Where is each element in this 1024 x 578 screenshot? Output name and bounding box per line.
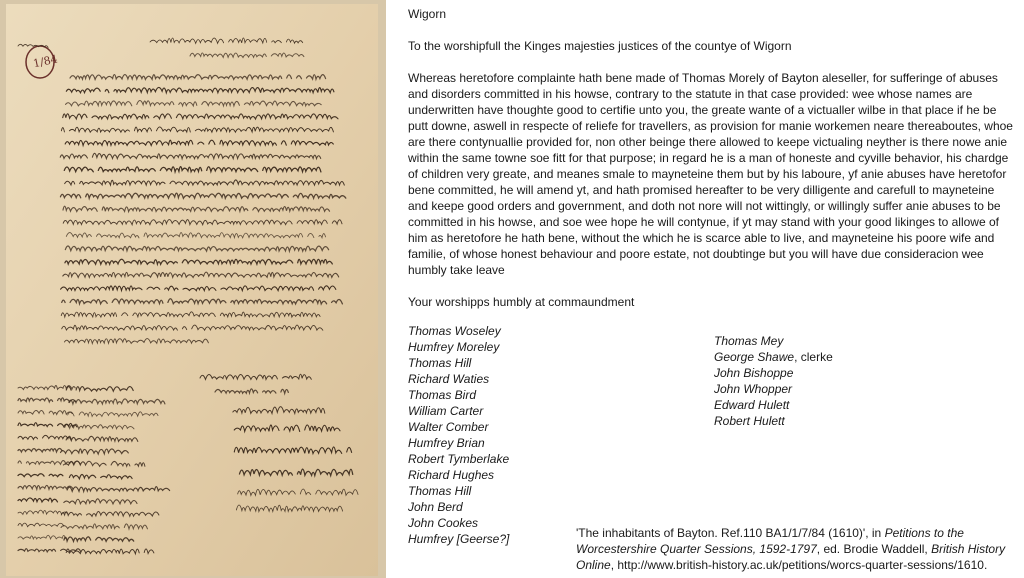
signatory-name: Humfrey [Geerse?] xyxy=(408,532,510,546)
citation-prefix: 'The inhabitants of Bayton. Ref.110 BA1/1/7/84 (1610)', in xyxy=(576,526,885,540)
signatory-name: Humfrey Brian xyxy=(408,436,485,450)
signatory-name: Richard Waties xyxy=(408,372,490,386)
signatory-name-text: Robert Hulett xyxy=(714,414,785,428)
transcription xyxy=(408,6,1014,310)
citation-suffix: , http://www.british-history.ac.uk/petitions/worcs-quarter-sessions/1610. xyxy=(610,558,988,572)
manuscript-image xyxy=(0,0,386,578)
petition-body: Whereas heretofore complainte hath bene made of Thomas Morely of Bayton aleseller, for sufferinge of abuses and disorders committed in his howse, contrary to the statute in that case provided: wee whose names are underwritten have thoughte good to certifie unto you, the greate wante of a victualler wilbe in that place if he be putt downe, aswell in respecte of reliefe for travellers, as provision for manie workemen neare thereaboutes, whoe are there contynuallie provided for, non other beinge there allowed to keepe victualing neyther is there nowe anie within the same towne soe fitt for that purpose; in regard he is a man of honeste and cyville behavior, his chardge of children very greate, and meanes smale to mayneteine them but by his laboure, yf anie abuses have heretofor bene committed, he will amend yt, and hath promised hereafter to be very dilligente and carefull to mayneteine and keepe good orders and government, and doth not nore will not wittingly, or willingly suffer anie abuses to be committed in his howse, and soe wee hope he will contynue, if yt may stand with your good likinges to allowe of him as heretofore he hath bene, without the which he is scarce able to live, and mayneteine his poore wife and familie, of whose honest behaviour and poore estate, not doubtinge but you will have due consideracion wee humbly take leave xyxy=(408,71,1013,277)
signatory-name: Robert Tymberlake xyxy=(408,452,510,466)
closing-line: Your worshipps humbly at commaundment xyxy=(408,295,635,309)
signatory-name xyxy=(714,397,833,413)
address-line: To the worshipfull the Kinges majesties justices of the countye of Wigorn xyxy=(408,39,792,53)
signatory-name-text: Edward Hulett xyxy=(714,398,790,412)
citation-middle: , ed. Brodie Waddell, xyxy=(816,542,932,556)
signatures-left xyxy=(408,323,509,547)
signatory-name: William Carter xyxy=(408,404,484,418)
signatory-name: John Berd xyxy=(408,500,463,514)
citation-book: Petitions to the Worcestershire Quarter Sessions, 1592-1797 xyxy=(576,526,964,556)
signatory-name: Richard Hughes xyxy=(408,468,495,482)
signatory-title: , clerke xyxy=(794,350,833,364)
signatory-name: Walter Comber xyxy=(408,420,489,434)
signatory-name xyxy=(714,365,833,381)
signatory-name: Thomas Woseley xyxy=(408,324,501,338)
signatory-name xyxy=(714,381,833,397)
signatory-name xyxy=(714,349,833,365)
signatory-name: Thomas Hill xyxy=(408,356,472,370)
signatory-name xyxy=(714,413,833,429)
citation xyxy=(576,525,1016,573)
signatory-name-text: Thomas Mey xyxy=(714,334,784,348)
signatory-name: Thomas Bird xyxy=(408,388,477,402)
signatory-name: Thomas Hill xyxy=(408,484,472,498)
signatory-name: John Cookes xyxy=(408,516,479,530)
signatory-name: Humfrey Moreley xyxy=(408,340,500,354)
signatures-right xyxy=(714,333,833,429)
signatory-name xyxy=(714,333,833,349)
document-heading: Wigorn xyxy=(408,7,447,21)
signatory-name-text: George Shawe xyxy=(714,350,795,364)
signatory-name-text: John Whopper xyxy=(714,382,793,396)
citation-site: British History Online xyxy=(576,542,1006,572)
signatory-name-text: John Bishoppe xyxy=(714,366,794,380)
folio-mark-text: 1/84 xyxy=(31,52,59,71)
